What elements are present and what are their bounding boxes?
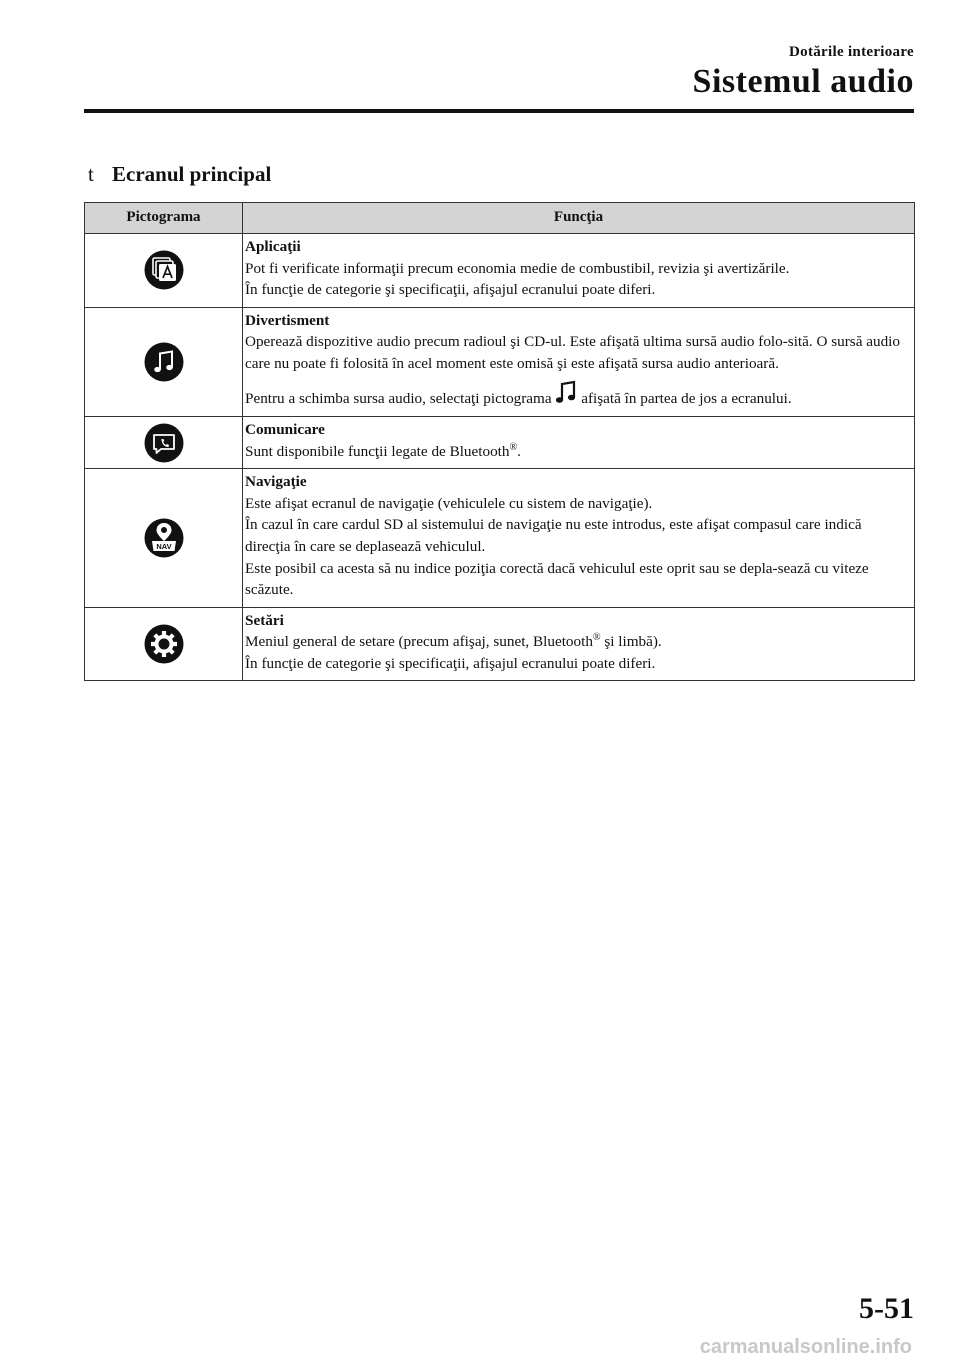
icon-cell	[85, 417, 243, 469]
section-bullet: t	[88, 162, 94, 186]
description-cell	[243, 417, 915, 469]
table-header-row	[85, 203, 915, 234]
navigation-icon	[144, 518, 184, 558]
item-text: În cazul în care cardul SD al sistemului de navigaţie nu este introdus, este afişat compasul care indică direcţia în care se deplasează vehiculul.	[245, 516, 862, 555]
functions-table	[84, 202, 915, 681]
item-title: Navigaţie	[245, 473, 307, 491]
icon-cell	[85, 307, 243, 416]
item-text: Este posibil ca acesta să nu indice poziţia corectă dacă vehiculul este oprit sau se depla-sează cu viteze scăzute.	[245, 559, 869, 599]
chapter-subtitle: Dotările interioare	[789, 44, 914, 60]
header-divider	[84, 109, 914, 113]
applications-icon	[144, 250, 184, 290]
page-header	[693, 44, 914, 99]
item-text: Operează dispozitive audio precum radioul şi CD-ul. Este afişată ultima sursă audio folo-sită. O sursă audio care nu poate fi folosită în acel moment este omisă şi este afişată sursa audio anterioară.	[245, 333, 900, 372]
icon-cell	[85, 607, 243, 681]
section-heading	[88, 162, 271, 187]
item-text: Meniul general de setare (precum afişaj, sunet, Bluetooth® şi limbă).	[245, 632, 662, 651]
description-cell	[243, 307, 915, 416]
item-text: În funcţie de categorie şi specificaţii, afişajul ecranului poate diferi.	[245, 654, 656, 672]
watermark: carmanualsonline.info	[699, 1336, 912, 1358]
nav-icon-label: NAV	[155, 541, 172, 551]
note-text-after: afişată în partea de jos a ecranului.	[581, 390, 792, 408]
page-number: 5-51	[859, 1292, 914, 1325]
description-cell	[243, 234, 915, 308]
chapter-title: Sistemul audio	[692, 63, 914, 100]
item-text: Sunt disponibile funcţii legate de Bluetooth®.	[245, 441, 521, 460]
item-text: În funcţie de categorie şi specificaţii, afişajul ecranului poate diferi.	[245, 281, 656, 299]
column-header-icon: Pictograma	[85, 203, 243, 234]
table-row	[85, 234, 915, 308]
table-row	[85, 607, 915, 681]
description-cell	[243, 469, 915, 607]
section-title: Ecranul principal	[112, 162, 272, 186]
column-header-function: Funcţia	[243, 203, 915, 234]
item-text: Este afişat ecranul de navigaţie (vehiculele cu sistem de navigaţie).	[245, 494, 653, 512]
table-row	[85, 469, 915, 607]
icon-cell	[85, 469, 243, 607]
item-title: Aplicaţii	[245, 238, 301, 255]
note-text-before: Pentru a schimba sursa audio, selectaţi pictograma	[245, 390, 552, 408]
entertainment-icon	[144, 342, 184, 382]
item-title: Comunicare	[245, 421, 325, 439]
table-row	[85, 307, 915, 416]
table-row	[85, 417, 915, 469]
item-title: Setări	[245, 611, 284, 629]
item-note	[245, 379, 908, 410]
settings-icon	[144, 624, 184, 664]
registered-mark: ®	[509, 441, 518, 453]
communication-icon	[144, 423, 184, 463]
item-text: Pot fi verificate informaţii precum economia medie de combustibil, revizia şi avertizările.	[245, 259, 790, 277]
description-cell	[243, 607, 915, 681]
icon-cell	[85, 234, 243, 308]
registered-mark: ®	[592, 632, 601, 644]
item-title: Divertisment	[245, 311, 330, 329]
music-note-icon	[555, 379, 577, 405]
